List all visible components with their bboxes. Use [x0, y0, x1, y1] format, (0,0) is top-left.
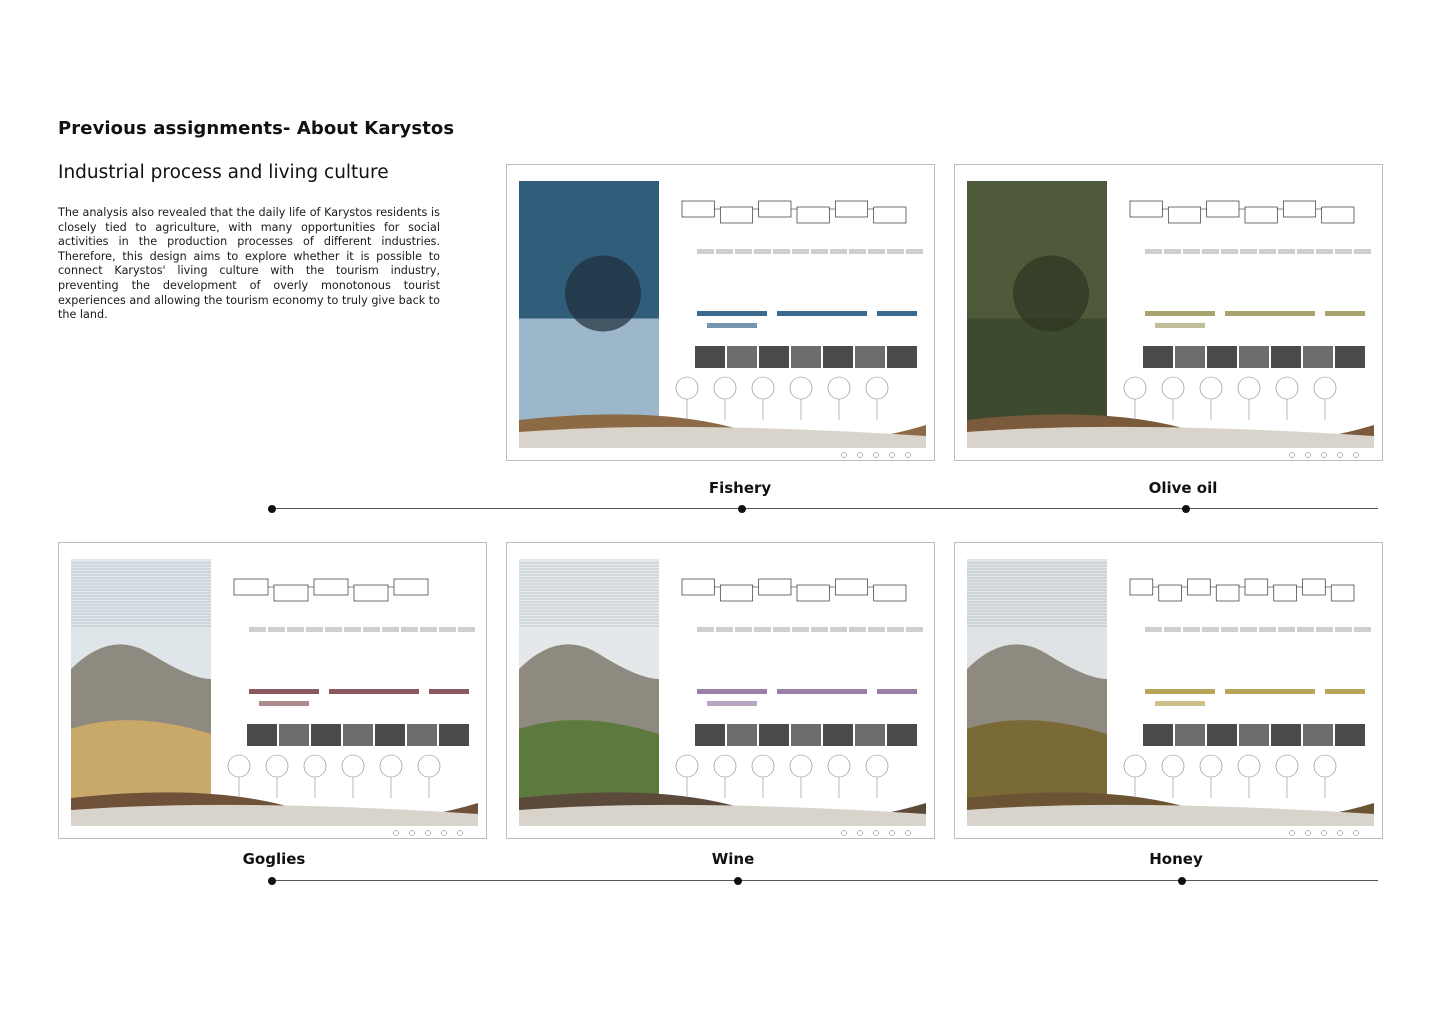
- legend-icon: [842, 453, 847, 458]
- month-cell: [887, 627, 904, 632]
- month-cell: [1202, 627, 1219, 632]
- process-box: [234, 579, 268, 595]
- legend-icon: [906, 453, 911, 458]
- tree-sketch: [1162, 377, 1184, 399]
- month-cell: [754, 627, 771, 632]
- activity-bar: [429, 689, 469, 694]
- label-goglies: Goglies: [242, 850, 306, 868]
- timeline-dot: [1178, 877, 1186, 885]
- activity-bar: [707, 701, 757, 706]
- activity-bar: [1145, 311, 1215, 316]
- photo-thumb: [1239, 346, 1269, 368]
- month-cell: [811, 627, 828, 632]
- photo-thumb: [375, 724, 405, 746]
- process-box: [682, 579, 714, 595]
- month-cell: [830, 249, 847, 254]
- legend-icon: [874, 831, 879, 836]
- tree-sketch: [1238, 755, 1260, 777]
- timeline-dot: [268, 505, 276, 513]
- photo-thumb: [1175, 346, 1205, 368]
- month-cell: [268, 627, 285, 632]
- process-box: [720, 585, 752, 601]
- photo-thumb: [887, 346, 917, 368]
- month-cell: [792, 627, 809, 632]
- page-subtitle: Industrial process and living culture: [58, 162, 389, 183]
- tree-sketch: [828, 377, 850, 399]
- process-box: [314, 579, 348, 595]
- process-box: [1331, 585, 1354, 601]
- photo-thumb: [695, 346, 725, 368]
- tree-sketch: [1200, 377, 1222, 399]
- tree-sketch: [266, 755, 288, 777]
- month-cell: [401, 627, 418, 632]
- legend-icon: [906, 831, 911, 836]
- month-cell: [1183, 249, 1200, 254]
- month-cell: [458, 627, 475, 632]
- tree-sketch: [1162, 755, 1184, 777]
- tree-sketch: [1276, 755, 1298, 777]
- legend-icon: [1322, 453, 1327, 458]
- month-cell: [1145, 249, 1162, 254]
- process-box: [835, 201, 867, 217]
- section-gravel: [967, 427, 1374, 448]
- tree-sketch: [790, 377, 812, 399]
- photo-thumb: [1271, 346, 1301, 368]
- photo-thumb: [1175, 724, 1205, 746]
- hero-figure: [1013, 256, 1089, 332]
- activity-bar: [777, 689, 867, 694]
- legend-icon: [410, 831, 415, 836]
- photo-thumb: [823, 724, 853, 746]
- photo-thumb: [695, 724, 725, 746]
- board-wine: [506, 542, 935, 839]
- process-box: [354, 585, 388, 601]
- process-box: [1216, 585, 1239, 601]
- process-box: [1303, 579, 1326, 595]
- process-box: [835, 579, 867, 595]
- process-box: [1130, 201, 1162, 217]
- tree-sketch: [1200, 755, 1222, 777]
- legend-icon: [1306, 453, 1311, 458]
- tree-sketch: [866, 377, 888, 399]
- activity-bar: [1155, 701, 1205, 706]
- month-cell: [697, 249, 714, 254]
- photo-thumb: [1239, 724, 1269, 746]
- photo-thumb: [343, 724, 373, 746]
- process-box: [1245, 579, 1268, 595]
- process-box: [720, 207, 752, 223]
- section-gravel: [71, 805, 478, 826]
- month-cell: [906, 249, 923, 254]
- activity-bar: [329, 689, 419, 694]
- activity-bar: [877, 689, 917, 694]
- month-cell: [344, 627, 361, 632]
- tree-sketch: [1238, 377, 1260, 399]
- month-cell: [1316, 249, 1333, 254]
- board-honey-graphic: [955, 543, 1382, 838]
- timeline-top: [272, 508, 1378, 509]
- activity-bar: [249, 689, 319, 694]
- tree-sketch: [1124, 377, 1146, 399]
- section-gravel: [967, 805, 1374, 826]
- label-honey: Honey: [1149, 850, 1203, 868]
- legend-icon: [1290, 831, 1295, 836]
- tree-sketch: [418, 755, 440, 777]
- activity-bar: [697, 311, 767, 316]
- photo-thumb: [1207, 346, 1237, 368]
- board-wine-graphic: [507, 543, 934, 838]
- timeline-dot: [738, 505, 746, 513]
- month-cell: [754, 249, 771, 254]
- photo-thumb: [887, 724, 917, 746]
- legend-icon: [858, 831, 863, 836]
- tree-sketch: [1314, 377, 1336, 399]
- label-olive-oil: Olive oil: [1148, 479, 1218, 497]
- legend-icon: [1290, 453, 1295, 458]
- month-cell: [1221, 249, 1238, 254]
- board-fishery-graphic: [507, 165, 934, 460]
- photo-thumb: [791, 346, 821, 368]
- tree-sketch: [866, 755, 888, 777]
- month-cell: [716, 627, 733, 632]
- month-cell: [1183, 627, 1200, 632]
- hero-figure: [565, 256, 641, 332]
- photo-thumb: [279, 724, 309, 746]
- tree-sketch: [790, 755, 812, 777]
- legend-icon: [1322, 831, 1327, 836]
- photo-thumb: [759, 724, 789, 746]
- month-cell: [1297, 627, 1314, 632]
- month-cell: [773, 627, 790, 632]
- legend-icon: [458, 831, 463, 836]
- hero-lower: [519, 319, 659, 432]
- month-cell: [849, 627, 866, 632]
- tree-sketch: [342, 755, 364, 777]
- legend-icon: [442, 831, 447, 836]
- month-cell: [735, 249, 752, 254]
- month-cell: [287, 627, 304, 632]
- process-box: [874, 585, 906, 601]
- label-fishery: Fishery: [708, 479, 772, 497]
- month-cell: [811, 249, 828, 254]
- photo-thumb: [1143, 724, 1173, 746]
- photo-thumb: [823, 346, 853, 368]
- photo-thumb: [1335, 724, 1365, 746]
- process-box: [759, 201, 791, 217]
- month-cell: [1259, 627, 1276, 632]
- month-cell: [1316, 627, 1333, 632]
- photo-thumb: [1303, 724, 1333, 746]
- timeline-dot: [734, 877, 742, 885]
- month-cell: [1278, 249, 1295, 254]
- board-fishery: [506, 164, 935, 461]
- process-box: [1159, 585, 1182, 601]
- process-box: [1322, 207, 1354, 223]
- month-cell: [1202, 249, 1219, 254]
- month-cell: [325, 627, 342, 632]
- activity-bar: [1325, 689, 1365, 694]
- legend-icon: [394, 831, 399, 836]
- legend-icon: [1354, 831, 1359, 836]
- activity-bar: [1325, 311, 1365, 316]
- photo-thumb: [439, 724, 469, 746]
- photo-thumb: [791, 724, 821, 746]
- activity-bar: [1225, 311, 1315, 316]
- photo-thumb: [1303, 346, 1333, 368]
- photo-thumb: [727, 346, 757, 368]
- board-goglies-graphic: [59, 543, 486, 838]
- month-cell: [1145, 627, 1162, 632]
- process-box: [1188, 579, 1211, 595]
- month-cell: [1335, 627, 1352, 632]
- legend-icon: [890, 831, 895, 836]
- process-box: [274, 585, 308, 601]
- tree-sketch: [1124, 755, 1146, 777]
- process-box: [797, 207, 829, 223]
- section-gravel: [519, 427, 926, 448]
- process-box: [1130, 579, 1153, 595]
- tree-sketch: [676, 755, 698, 777]
- activity-bar: [1145, 689, 1215, 694]
- month-cell: [868, 627, 885, 632]
- process-box: [394, 579, 428, 595]
- page-title: Previous assignments- About Karystos: [58, 118, 455, 139]
- photo-thumb: [311, 724, 341, 746]
- tree-sketch: [714, 377, 736, 399]
- tree-sketch: [676, 377, 698, 399]
- month-cell: [1278, 627, 1295, 632]
- month-cell: [1354, 627, 1371, 632]
- intro-paragraph: The analysis also revealed that the daily life of Karystos residents is closely tied to agriculture, with many opportunities for social activities in the production processes of different industries. Therefore, this design aims to explore whether it is possible to connect Karystos' living culture with the tourism industry, preventing the development of overly monotonous tourist experiences and allowing the tourism economy to truly give back to the land.: [58, 206, 440, 322]
- month-cell: [1335, 249, 1352, 254]
- tree-sketch: [752, 377, 774, 399]
- process-box: [874, 207, 906, 223]
- legend-icon: [858, 453, 863, 458]
- month-cell: [1240, 249, 1257, 254]
- timeline-dot: [268, 877, 276, 885]
- photo-thumb: [407, 724, 437, 746]
- month-cell: [849, 249, 866, 254]
- month-cell: [1259, 249, 1276, 254]
- month-cell: [439, 627, 456, 632]
- tree-sketch: [714, 755, 736, 777]
- process-box: [1283, 201, 1315, 217]
- activity-bar: [1225, 689, 1315, 694]
- tree-sketch: [304, 755, 326, 777]
- activity-bar: [1155, 323, 1205, 328]
- timeline-bottom: [272, 880, 1378, 881]
- photo-thumb: [1207, 724, 1237, 746]
- section-gravel: [519, 805, 926, 826]
- photo-thumb: [855, 724, 885, 746]
- legend-icon: [874, 453, 879, 458]
- process-box: [1168, 207, 1200, 223]
- label-wine: Wine: [711, 850, 755, 868]
- legend-icon: [1338, 831, 1343, 836]
- photo-thumb: [247, 724, 277, 746]
- month-cell: [1221, 627, 1238, 632]
- month-cell: [382, 627, 399, 632]
- process-box: [1245, 207, 1277, 223]
- month-cell: [830, 627, 847, 632]
- legend-icon: [1338, 453, 1343, 458]
- month-cell: [1240, 627, 1257, 632]
- tree-sketch: [828, 755, 850, 777]
- month-cell: [887, 249, 904, 254]
- activity-bar: [259, 701, 309, 706]
- tree-sketch: [1314, 755, 1336, 777]
- month-cell: [249, 627, 266, 632]
- month-cell: [773, 249, 790, 254]
- month-cell: [1164, 627, 1181, 632]
- board-olive-oil-graphic: [955, 165, 1382, 460]
- month-cell: [363, 627, 380, 632]
- month-cell: [697, 627, 714, 632]
- board-honey: [954, 542, 1383, 839]
- board-olive-oil: [954, 164, 1383, 461]
- month-cell: [792, 249, 809, 254]
- process-box: [1207, 201, 1239, 217]
- legend-icon: [1354, 453, 1359, 458]
- legend-icon: [842, 831, 847, 836]
- activity-bar: [877, 311, 917, 316]
- activity-bar: [707, 323, 757, 328]
- tree-sketch: [752, 755, 774, 777]
- tree-sketch: [1276, 377, 1298, 399]
- timeline-dot: [1182, 505, 1190, 513]
- month-cell: [306, 627, 323, 632]
- photo-thumb: [759, 346, 789, 368]
- tree-sketch: [380, 755, 402, 777]
- month-cell: [420, 627, 437, 632]
- activity-bar: [697, 689, 767, 694]
- process-box: [797, 585, 829, 601]
- legend-icon: [426, 831, 431, 836]
- process-box: [682, 201, 714, 217]
- legend-icon: [890, 453, 895, 458]
- photo-thumb: [1143, 346, 1173, 368]
- month-cell: [906, 627, 923, 632]
- month-cell: [1164, 249, 1181, 254]
- month-cell: [868, 249, 885, 254]
- legend-icon: [1306, 831, 1311, 836]
- month-cell: [735, 627, 752, 632]
- photo-thumb: [855, 346, 885, 368]
- process-box: [1274, 585, 1297, 601]
- photo-thumb: [727, 724, 757, 746]
- hero-lower: [967, 319, 1107, 432]
- photo-thumb: [1271, 724, 1301, 746]
- month-cell: [1297, 249, 1314, 254]
- photo-thumb: [1335, 346, 1365, 368]
- board-goglies: [58, 542, 487, 839]
- activity-bar: [777, 311, 867, 316]
- tree-sketch: [228, 755, 250, 777]
- month-cell: [1354, 249, 1371, 254]
- process-box: [759, 579, 791, 595]
- month-cell: [716, 249, 733, 254]
